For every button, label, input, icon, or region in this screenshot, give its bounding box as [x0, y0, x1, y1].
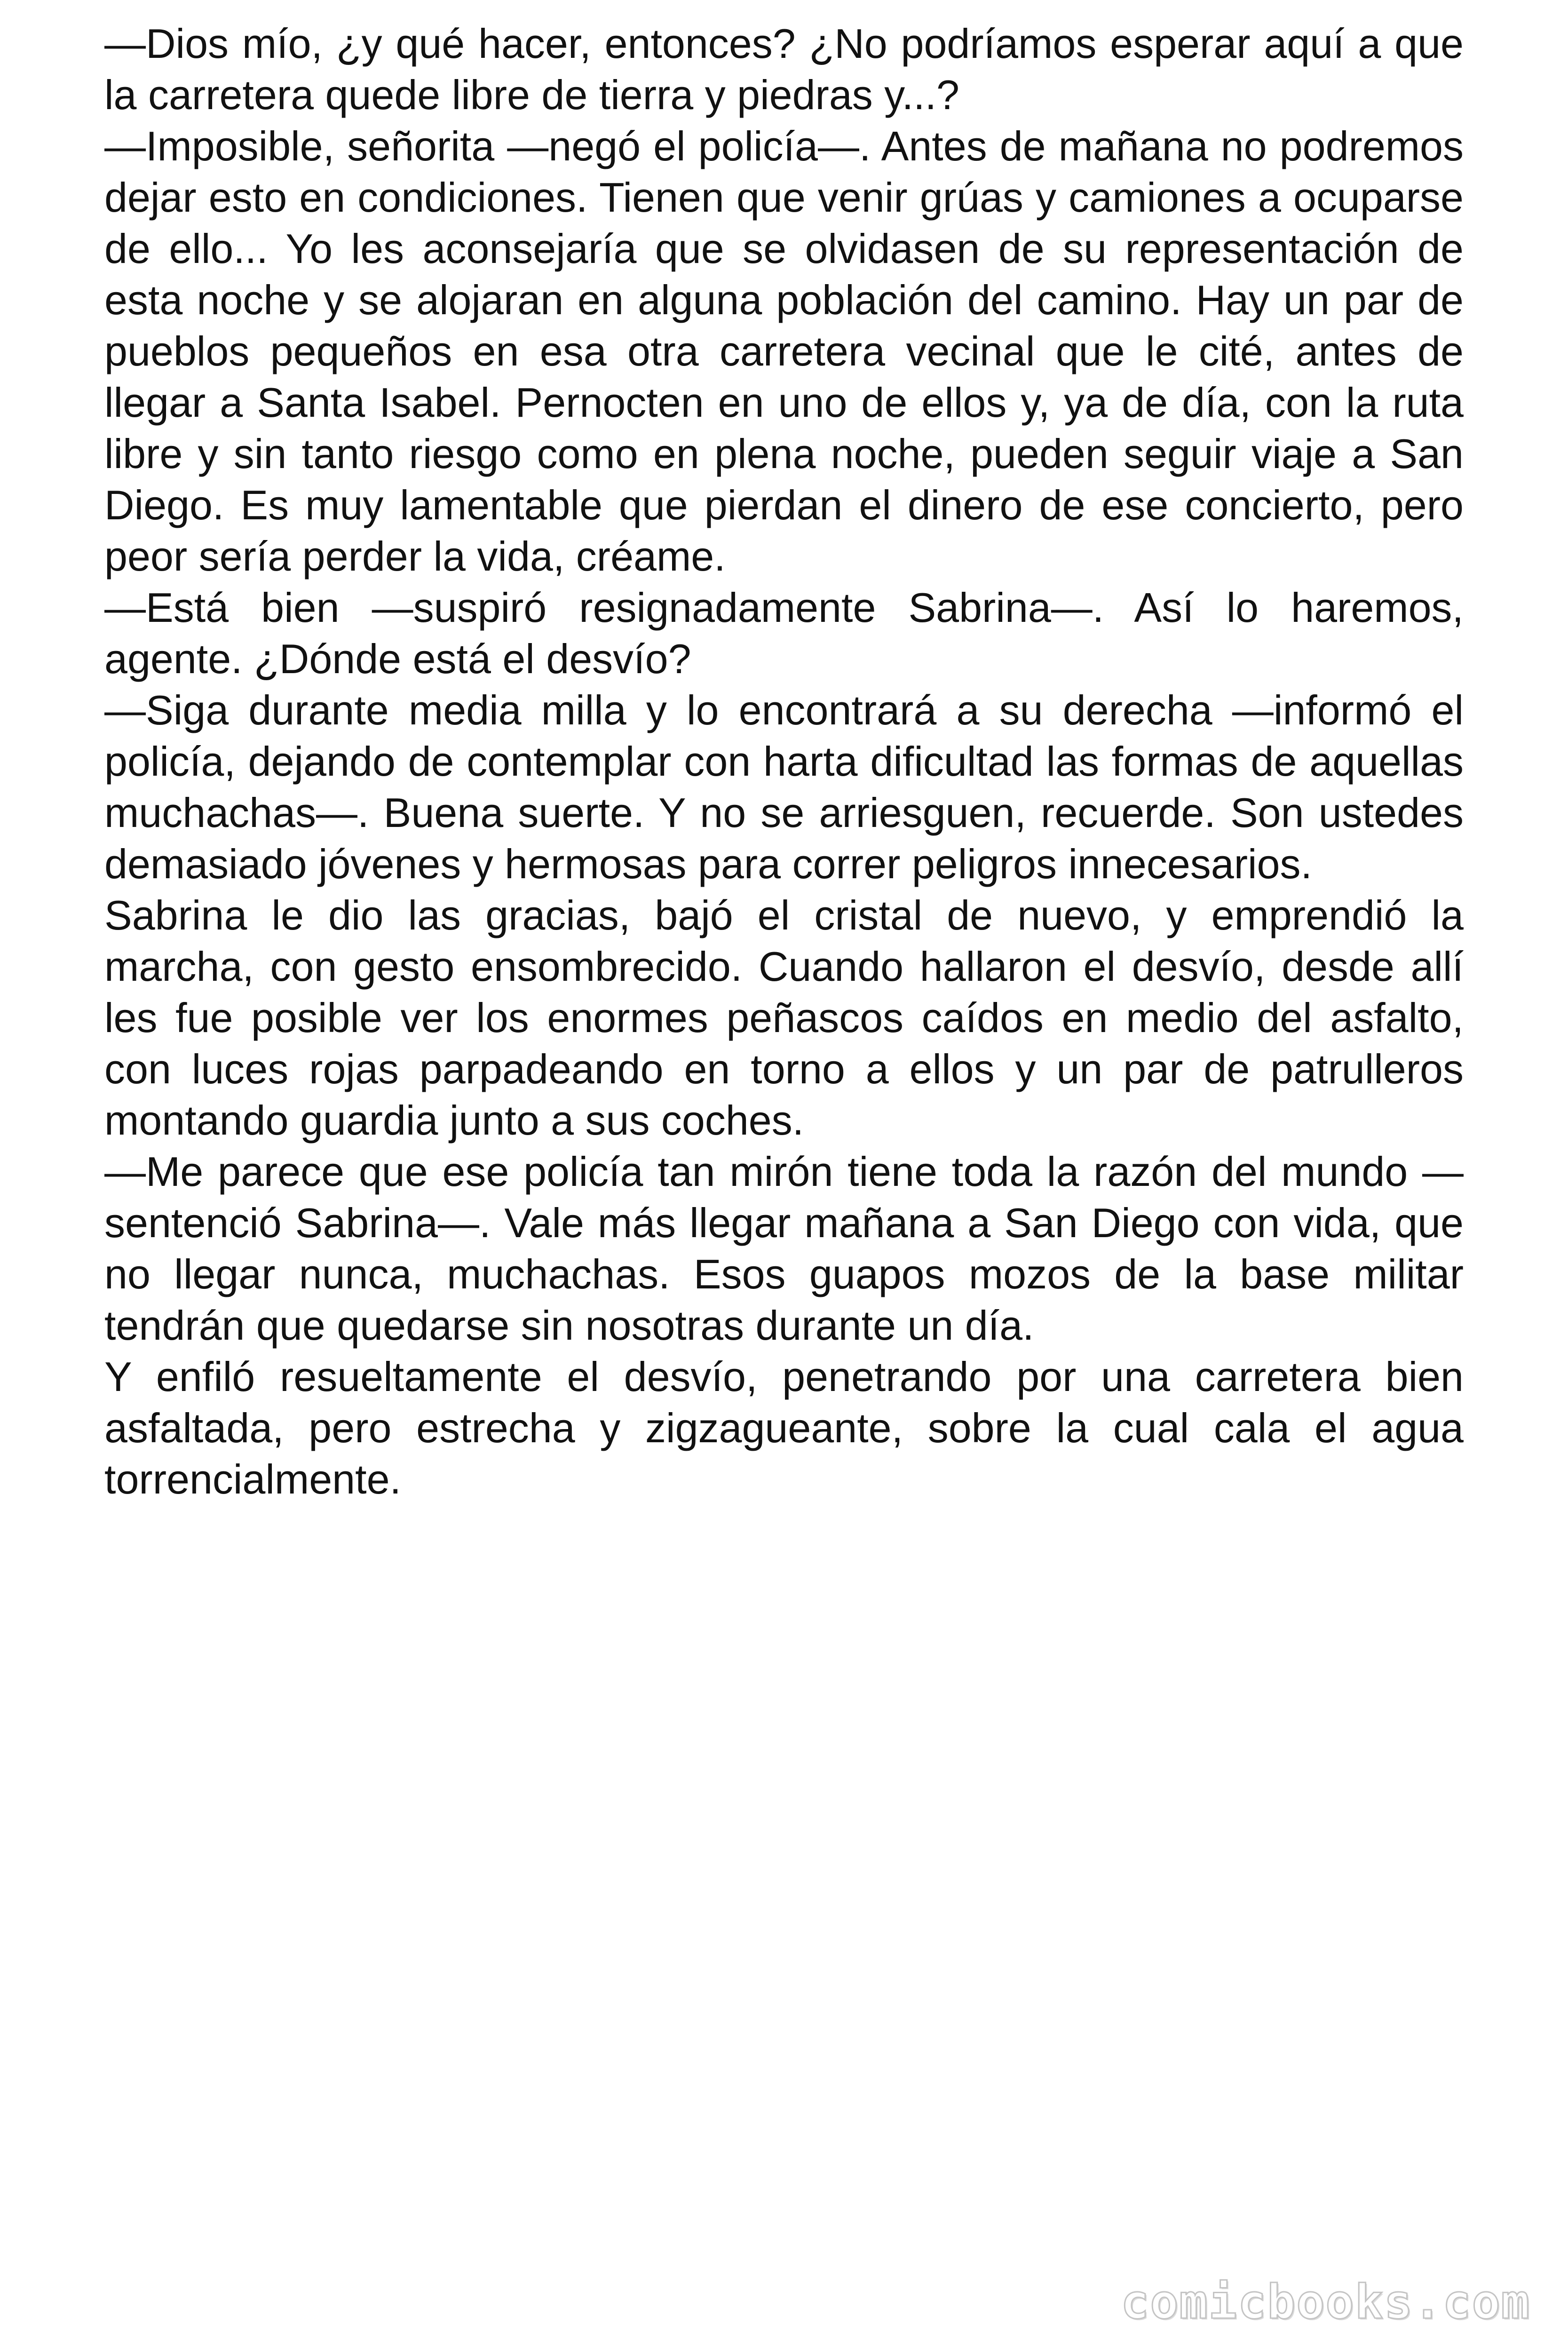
paragraph-1: —Dios mío, ¿y qué hacer, entonces? ¿No podríamos esperar aquí a que la carretera quede libre de tierra y piedras y...?	[104, 20, 1464, 118]
paragraph-6: —Me parece que ese policía tan mirón tiene toda la razón del mundo —sentenció Sabrina—. Vale más llegar mañana a San Diego con vida, que no llegar nunca, muchachas. Esos guapos mozos de la base militar tendrán que quedarse sin nosotras durante un día.	[104, 1148, 1464, 1349]
paragraph-4: —Siga durante media milla y lo encontrará a su derecha —informó el policía, dejando de contemplar con harta dificultad las formas de aquellas muchachas—. Buena suerte. Y no se arriesguen, recuerde. Son ustedes demasiado jóvenes y hermosas para correr peligros innecesarios.	[104, 687, 1464, 887]
paragraph-5: Sabrina le dio las gracias, bajó el cristal de nuevo, y emprendió la marcha, con gesto ensombrecido. Cuando hallaron el desvío, desde allí les fue posible ver los enormes peñascos caídos en medio del asfalto, con luces rojas parpadeando en torno a ellos y un par de patrulleros montando guardia junto a sus coches.	[104, 892, 1464, 1144]
paragraph-3: —Está bien —suspiró resignadamente Sabrina—. Así lo haremos, agente. ¿Dónde está el desvío?	[104, 584, 1464, 682]
paragraph-2: —Imposible, señorita —negó el policía—. Antes de mañana no podremos dejar esto en condiciones. Tienen que venir grúas y camiones a ocuparse de ello... Yo les aconsejaría que se olvidasen de su representación de esta noche y se alojaran en alguna población del camino. Hay un par de pueblos pequeños en esa otra carretera vecinal que le cité, antes de llegar a Santa Isabel. Pernocten en uno de ellos y, ya de día, con la ruta libre y sin tanto riesgo como en plena noche, pueden seguir viaje a San Diego. Es muy lamentable que pierdan el dinero de ese concierto, pero peor sería perder la vida, créame.	[104, 123, 1464, 580]
body-text	[104, 18, 1464, 1505]
paragraph-7: Y enfiló resueltamente el desvío, penetrando por una carretera bien asfaltada, pero estrecha y zigzagueante, sobre la cual cala el agua torrencialmente.	[104, 1353, 1464, 1502]
watermark: comicbooks.com	[1121, 2274, 1530, 2329]
